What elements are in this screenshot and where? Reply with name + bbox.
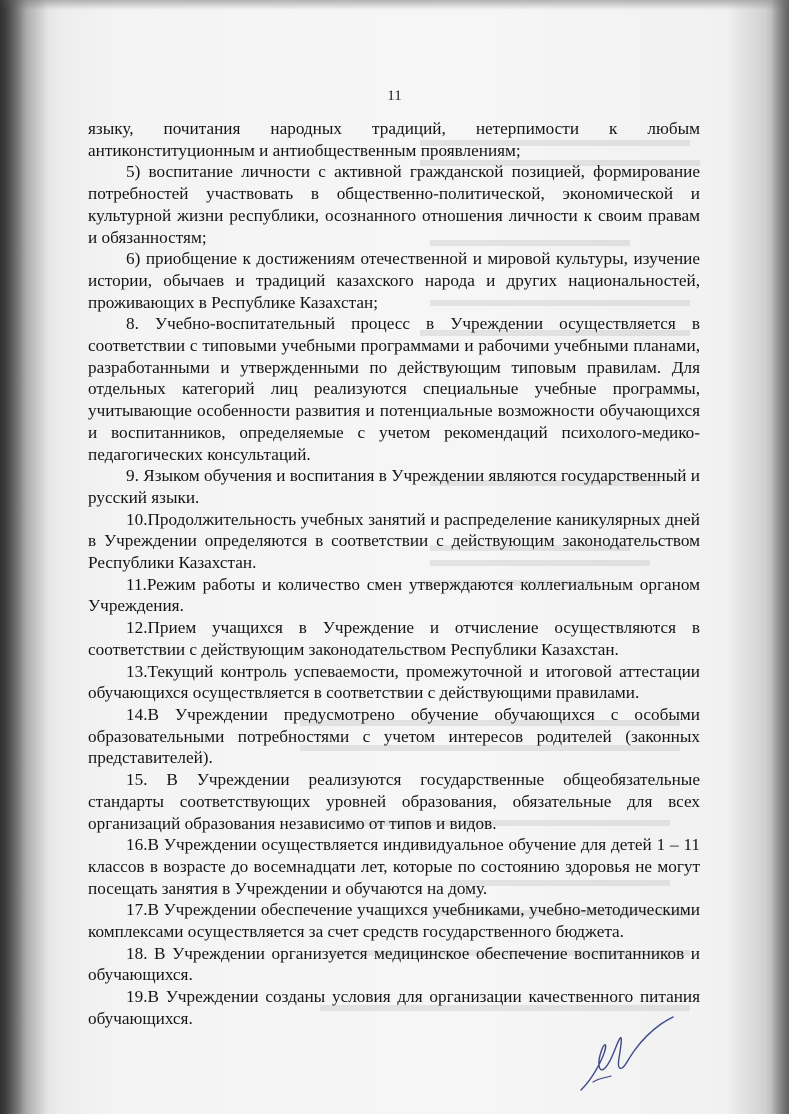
paragraph: 11.Режим работы и количество смен утверждаются коллегиальным органом Учреждения. xyxy=(88,574,700,616)
paragraph: 12.Прием учащихся в Учреждение и отчисление осуществляются в соответствии с действующим законодательством Республики Казахстан. xyxy=(88,618,700,659)
paragraph: 19.В Учреждении созданы условия для организации качественного питания обучающихся. xyxy=(88,987,700,1028)
paragraph: 15. В Учреждении реализуются государственные общеобязательные стандарты соответствующих уровней образования, обязательные для всех организаций образования независимо от типов и видов. xyxy=(88,770,700,833)
paragraph: 9. Языком обучения и воспитания в Учреждении являются государственный и русский языки. xyxy=(88,466,700,507)
paragraph: 13.Текущий контроль успеваемости, промежуточной и итоговой аттестации обучающихся осуществляется в соответствии с действующими правилами. xyxy=(88,661,700,703)
page-top-edge xyxy=(0,0,789,10)
paragraph: 6) приобщение к достижениям отечественной и мировой культуры, изучение истории, обычаев и традиций казахского народа и других национальностей, проживающих в Республике Казахстан; xyxy=(88,249,700,312)
paragraph: 5) воспитание личности с активной гражданской позицией, формирование потребностей участвовать в общественно-политической, экономической и культурной жизни республики, осознанного отношения личности к своим правам и обязанностям; xyxy=(88,162,700,247)
page-right-edge xyxy=(771,0,789,1114)
page-number: 11 xyxy=(387,88,402,104)
paragraph: 16.В Учреждении осуществляется индивидуальное обучение для детей 1 – 11 классов в возрасте до восемнадцати лет, которые по состоянию здоровья не могут посещать занятия в Учреждении и обучаются на дому. xyxy=(88,835,700,898)
paragraph: 14.В Учреждении предусмотрено обучение обучающихся с особыми образовательными потребностями с учетом интересов родителей (законных представителей). xyxy=(88,704,700,768)
paragraph: языку, почитания народных традиций, нетерпимости к любым антиконституционным и антиобщественным проявлениям; xyxy=(88,119,700,160)
paragraph: 18. В Учреждении организуется медицинское обеспечение воспитанников и обучающихся. xyxy=(88,943,700,985)
document-body xyxy=(88,118,700,1030)
paragraph: 17.В Учреждении обеспечение учащихся учебниками, учебно-методическими комплексами осуществляется за счет средств государственного бюджета. xyxy=(88,900,700,942)
handwritten-signature xyxy=(575,1012,675,1097)
paragraph: 8. Учебно-воспитательный процесс в Учреждении осуществляется в соответствии с типовыми учебными программами и рабочими учебными планами, разработанными и утвержденными по действующим типовым правилам. Для отдельных категорий лиц реализуются специальные учебные программы, учитывающие особенности развития и потенциальные возможности обучающихся и воспитанников, определяемые с учетом рекомендаций психолого-медико-педагогических консультаций. xyxy=(88,314,700,464)
binding-shadow xyxy=(0,0,48,1114)
paragraph: 10.Продолжительность учебных занятий и распределение каникулярных дней в Учреждении определяются в соответствии с действующим законодательством Республики Казахстан. xyxy=(88,509,700,573)
